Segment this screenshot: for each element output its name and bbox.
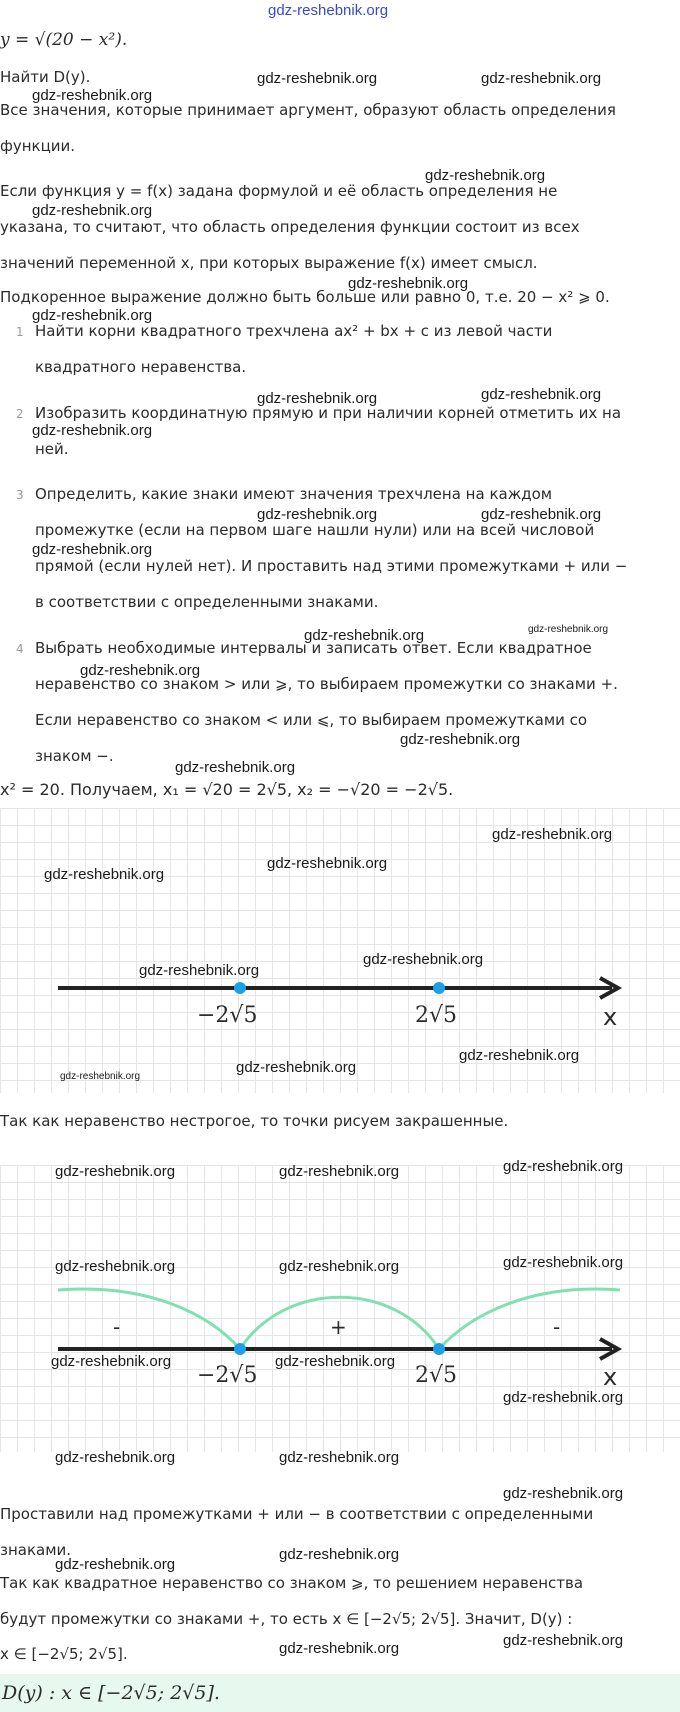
sign-right-interval: -: [553, 1315, 561, 1339]
watermark: gdz-reshebnik.org: [32, 202, 153, 219]
radicand-condition: Подкоренное выражение должно быть больше или равно 0, т.е. 20 − x² ⩾ 0.: [0, 288, 610, 306]
watermark: gdz-reshebnik.org: [279, 1546, 400, 1563]
step-1-line-2: квадратного неравенства.: [35, 358, 247, 376]
conclusion-line-3: x ∈ [−2√5; 2√5].: [0, 1645, 128, 1663]
step-3-line-1: Определить, какие знаки имеют значения трехчлена на каждом: [35, 485, 553, 503]
watermark: gdz-reshebnik.org: [175, 759, 296, 776]
axis-label-x: x: [603, 1363, 618, 1391]
watermark: gdz-reshebnik.org: [363, 951, 484, 968]
if-function-line-1: Если функция y = f(x) задана формулой и её область определения не: [0, 182, 558, 200]
function-formula: y = √(20 − x²).: [0, 30, 128, 50]
watermark: gdz-reshebnik.org: [32, 422, 153, 439]
watermark: gdz-reshebnik.org: [279, 1449, 400, 1466]
watermark: gdz-reshebnik.org: [279, 1163, 400, 1180]
conclusion-line-2: будут промежутки со знаками +, то есть x ∈ [−2√5; 2√5]. Значит, D(y) :: [0, 1610, 573, 1628]
left-root-point: [234, 982, 246, 994]
step-number: 4: [16, 642, 24, 656]
right-root-label: 2√5: [415, 1363, 458, 1388]
watermark: gdz-reshebnik.org: [481, 70, 602, 87]
step-number: 2: [16, 407, 24, 421]
step-number: 3: [16, 488, 24, 502]
step-2-line-1: Изобразить координатную прямую и при наличии корней отметить их на: [35, 404, 622, 422]
step-1-line-1: Найти корни квадратного трехчлена ax² + bx + c из левой части: [35, 322, 553, 340]
sign-left-interval: -: [113, 1315, 121, 1339]
domain-definition: Все значения, которые принимает аргумент, образуют область определения: [0, 101, 616, 119]
axis-label-x: x: [603, 1003, 618, 1031]
top-watermark: gdz-reshebnik.org: [268, 2, 389, 19]
conclusion-line-1: Так как квадратное неравенство со знаком ⩾, то решением неравенства: [0, 1574, 584, 1592]
watermark: gdz-reshebnik.org: [51, 1353, 172, 1370]
watermark: gdz-reshebnik.org: [60, 1071, 141, 1082]
placed-signs-line-2: знаками.: [0, 1541, 72, 1559]
left-root-label: −2√5: [197, 1003, 258, 1028]
watermark: gdz-reshebnik.org: [55, 1163, 176, 1180]
watermark: gdz-reshebnik.org: [481, 386, 602, 403]
watermark: gdz-reshebnik.org: [257, 506, 378, 523]
watermark: gdz-reshebnik.org: [503, 1632, 624, 1649]
right-root-label: 2√5: [415, 1003, 458, 1028]
watermark: gdz-reshebnik.org: [348, 275, 469, 292]
right-interval-arc: [439, 1289, 620, 1349]
step-4-line-3: Если неравенство со знаком < или ⩽, то выбираем промежутками со: [35, 711, 588, 729]
watermark: gdz-reshebnik.org: [400, 731, 521, 748]
right-root-point: [433, 1343, 445, 1355]
step-4-line-4: знаком −.: [35, 747, 114, 765]
step-3-line-4: в соответствии с определенными знаками.: [35, 593, 379, 611]
watermark: gdz-reshebnik.org: [32, 541, 153, 558]
number-line-svg-2: [0, 1165, 680, 1452]
watermark: gdz-reshebnik.org: [279, 1640, 400, 1657]
placed-signs-line-1: Проставили над промежутками + или − в соответствии с определенными: [0, 1505, 594, 1523]
number-line-diagram-2: [0, 1165, 680, 1452]
right-root-point: [433, 982, 445, 994]
watermark: gdz-reshebnik.org: [44, 866, 165, 883]
watermark: gdz-reshebnik.org: [528, 624, 609, 635]
if-function-line-2: указана, то считают, что область определения функции состоит из всех: [0, 218, 580, 236]
watermark: gdz-reshebnik.org: [32, 307, 153, 324]
watermark: gdz-reshebnik.org: [481, 506, 602, 523]
watermark: gdz-reshebnik.org: [279, 1258, 400, 1275]
watermark: gdz-reshebnik.org: [275, 1353, 396, 1370]
watermark: gdz-reshebnik.org: [236, 1059, 357, 1076]
step-4-line-1: Выбрать необходимые интервалы и записать ответ. Если квадратное: [35, 639, 592, 657]
roots-line: x² = 20. Получаем, x₁ = √20 = 2√5, x₂ = −√20 = −2√5.: [0, 780, 454, 799]
watermark: gdz-reshebnik.org: [257, 70, 378, 87]
final-answer: D(y) : x ∈ [−2√5; 2√5].: [2, 1682, 220, 1704]
step-number: 1: [16, 325, 24, 339]
left-root-point: [234, 1343, 246, 1355]
watermark: gdz-reshebnik.org: [257, 390, 378, 407]
watermark: gdz-reshebnik.org: [503, 1389, 624, 1406]
watermark: gdz-reshebnik.org: [32, 87, 153, 104]
closed-points-note: Так как неравенство нестрогое, то точки рисуем закрашенные.: [0, 1112, 509, 1130]
watermark: gdz-reshebnik.org: [80, 662, 201, 679]
watermark: gdz-reshebnik.org: [55, 1556, 176, 1573]
left-root-label: −2√5: [197, 1363, 258, 1388]
sign-middle-interval: +: [330, 1315, 347, 1339]
watermark: gdz-reshebnik.org: [503, 1254, 624, 1271]
watermark: gdz-reshebnik.org: [55, 1449, 176, 1466]
watermark: gdz-reshebnik.org: [503, 1158, 624, 1175]
answer-box: [0, 1674, 680, 1712]
step-2-line-2: ней.: [35, 440, 69, 458]
watermark: gdz-reshebnik.org: [267, 855, 388, 872]
watermark: gdz-reshebnik.org: [139, 962, 260, 979]
step-3-line-3: прямой (если нулей нет). И проставить над этими промежутками + или −: [35, 557, 628, 575]
watermark: gdz-reshebnik.org: [459, 1047, 580, 1064]
watermark: gdz-reshebnik.org: [304, 627, 425, 644]
step-3-line-2: промежутке (если на первом шаге нашли нули) или на всей числовой: [35, 521, 595, 539]
left-interval-arc: [58, 1289, 240, 1349]
watermark: gdz-reshebnik.org: [425, 167, 546, 184]
watermark: gdz-reshebnik.org: [503, 1485, 624, 1502]
domain-definition-cont: функции.: [0, 137, 76, 155]
watermark: gdz-reshebnik.org: [492, 826, 613, 843]
if-function-line-3: значений переменной x, при которых выражение f(x) имеет смысл.: [0, 254, 538, 272]
watermark: gdz-reshebnik.org: [55, 1258, 176, 1275]
find-domain-line: Найти D(y).: [0, 68, 91, 86]
step-4-line-2: неравенство со знаком > или ⩾, то выбираем промежутки со знаками +.: [35, 675, 618, 693]
